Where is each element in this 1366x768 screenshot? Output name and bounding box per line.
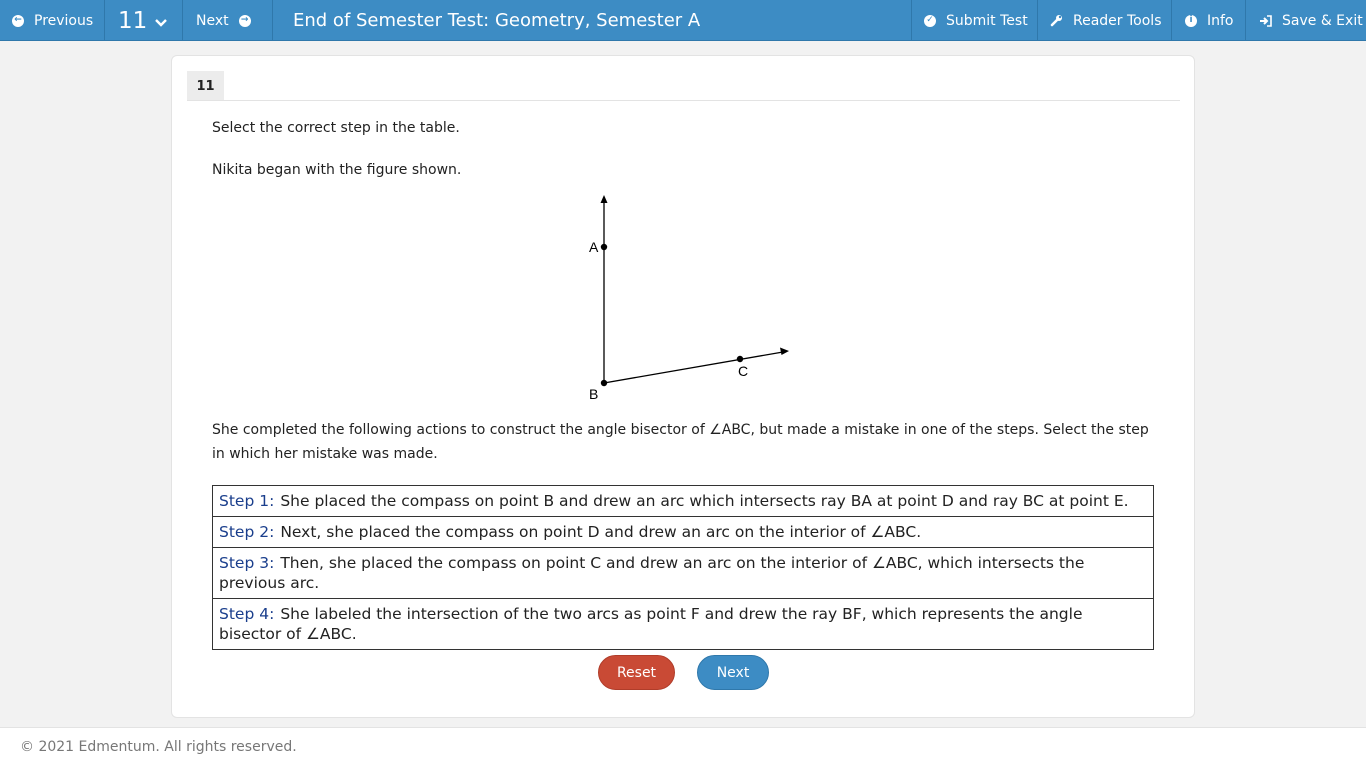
point-c xyxy=(737,356,743,362)
info-label: Info xyxy=(1207,12,1234,29)
angle-figure xyxy=(577,191,817,406)
step-row-4[interactable] xyxy=(213,599,1154,650)
point-a xyxy=(601,244,607,250)
wrench-icon xyxy=(1050,14,1063,27)
point-b xyxy=(601,380,607,386)
step-cell-3[interactable] xyxy=(213,548,1154,599)
step-text: Next, she placed the compass on point D and drew an arc on the interior of ∠ABC. xyxy=(280,523,922,541)
step-text: She placed the compass on point B and drew an arc which intersects ray BA at point D and ray BC at point E. xyxy=(280,492,1129,510)
top-toolbar xyxy=(0,0,1366,41)
chevron-down-icon xyxy=(155,19,167,27)
question-number-dropdown[interactable] xyxy=(105,0,183,41)
submit-label: Submit Test xyxy=(946,12,1028,29)
step-label: Step 3: xyxy=(219,554,275,572)
label-c: C xyxy=(738,363,749,379)
intro-text: Nikita began with the figure shown. xyxy=(212,162,462,178)
step-cell-2[interactable] xyxy=(213,517,1154,548)
arrow-right-icon: → xyxy=(239,15,251,27)
question-card xyxy=(171,55,1195,718)
step-cell-1[interactable] xyxy=(213,486,1154,517)
info-button[interactable] xyxy=(1171,0,1246,41)
step-row-3[interactable] xyxy=(213,548,1154,599)
previous-label: Previous xyxy=(34,12,94,29)
arrow-left-icon: ← xyxy=(12,15,24,27)
divider xyxy=(187,100,1180,101)
info-icon: i xyxy=(1185,15,1197,27)
next-button[interactable]: Next xyxy=(697,655,769,690)
sign-out-icon xyxy=(1259,15,1272,27)
test-title: End of Semester Test: Geometry, Semester A xyxy=(293,10,701,31)
question-number-tag: 11 xyxy=(187,71,224,101)
ray-bc xyxy=(604,352,783,383)
next-nav-button[interactable] xyxy=(183,0,273,41)
step-row-2[interactable] xyxy=(213,517,1154,548)
ray-ba-arrowhead xyxy=(601,195,608,203)
save-exit-label: Save & Exit xyxy=(1282,12,1363,29)
reset-button[interactable]: Reset xyxy=(598,655,675,690)
ray-bc-arrowhead xyxy=(780,348,789,356)
step-text: Then, she placed the compass on point C and drew an arc on the interior of ∠ABC, which intersects the previous arc. xyxy=(219,554,1085,592)
prompt-text: She completed the following actions to construct the angle bisector of ∠ABC, but made a mistake in one of the steps. Select the step in which her mistake was made. xyxy=(212,422,1149,462)
reader-tools-label: Reader Tools xyxy=(1073,12,1162,29)
copyright-text: © 2021 Edmentum. All rights reserved. xyxy=(20,739,297,755)
label-a: A xyxy=(589,239,599,255)
step-label: Step 4: xyxy=(219,605,275,623)
check-circle-icon: ✓ xyxy=(924,15,936,27)
step-label: Step 2: xyxy=(219,523,275,541)
step-row-1[interactable] xyxy=(213,486,1154,517)
footer xyxy=(0,727,1366,768)
next-nav-label: Next xyxy=(196,12,229,29)
instruction-text: Select the correct step in the table. xyxy=(212,120,460,136)
label-b: B xyxy=(589,386,599,402)
save-exit-button[interactable] xyxy=(1245,0,1366,41)
question-number-value: 11 xyxy=(118,7,148,34)
step-text: She labeled the intersection of the two arcs as point F and drew the ray BF, which represents the angle bisector of ∠ABC. xyxy=(219,605,1083,643)
steps-table xyxy=(212,485,1154,650)
step-label: Step 1: xyxy=(219,492,275,510)
submit-test-button[interactable] xyxy=(911,0,1038,41)
reader-tools-button[interactable] xyxy=(1037,0,1172,41)
step-cell-4[interactable] xyxy=(213,599,1154,650)
previous-button[interactable] xyxy=(0,0,105,41)
